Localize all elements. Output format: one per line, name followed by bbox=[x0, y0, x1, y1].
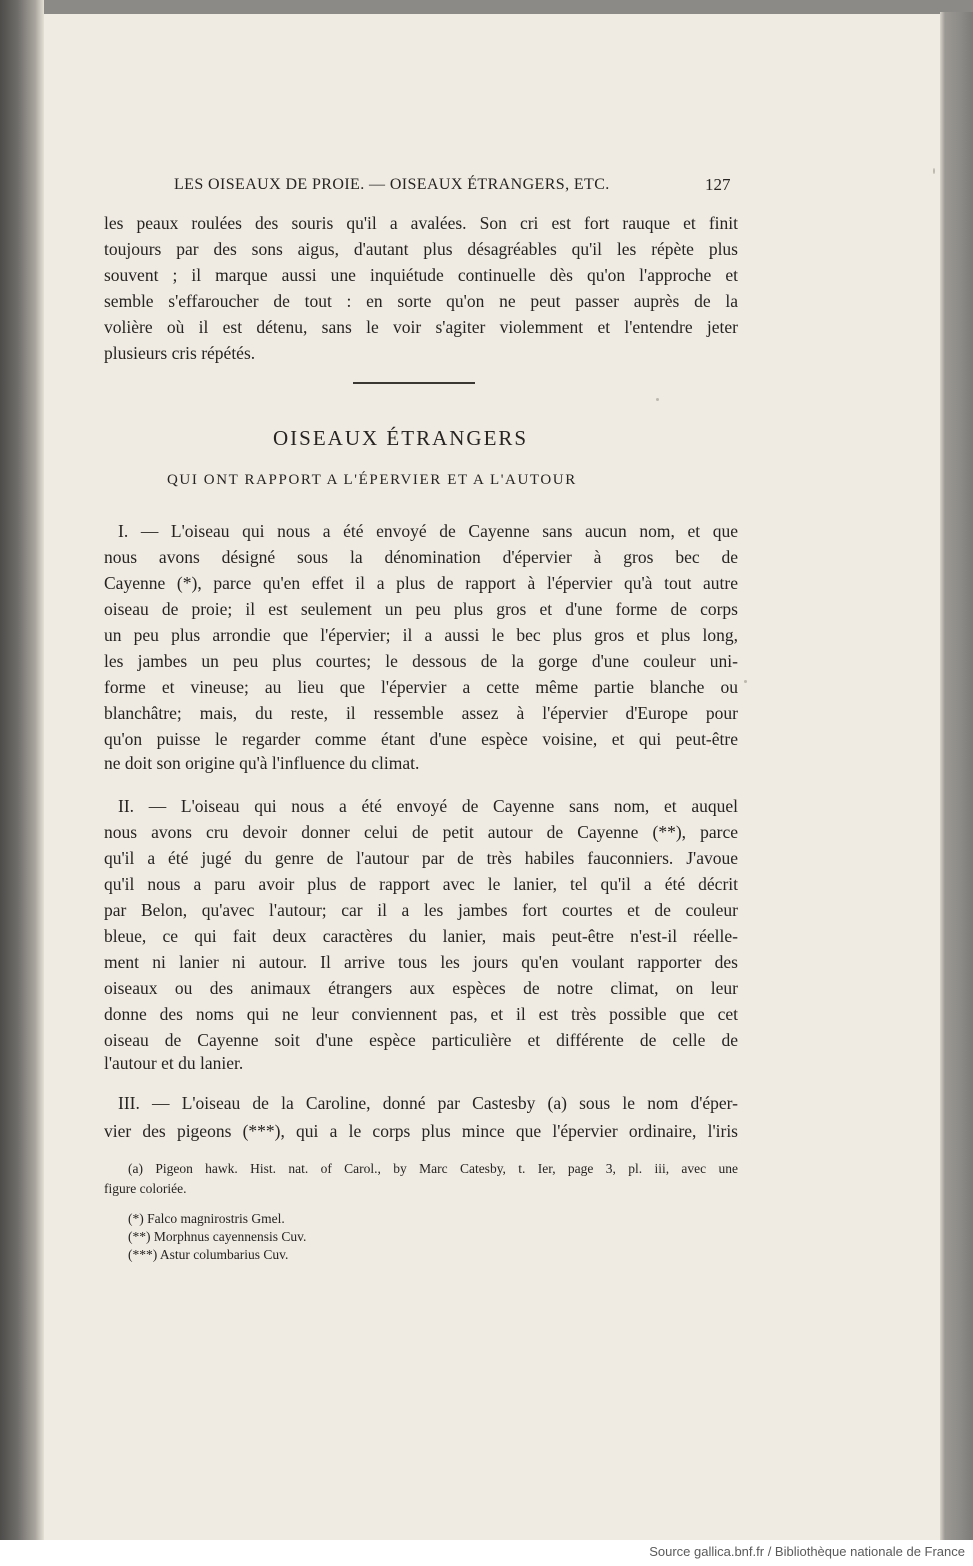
text-line: blanchâtre; mais, du reste, il ressemble assez à l'épervier d'Europe pour bbox=[104, 703, 738, 723]
text-line: I. — L'oiseau qui nous a été envoyé de Cayenne sans aucun nom, et que bbox=[118, 521, 738, 541]
text-line: II. — L'oiseau qui nous a été envoyé de Cayenne sans nom, et auquel bbox=[118, 796, 738, 816]
footnote-line: figure coloriée. bbox=[104, 1181, 187, 1196]
paper-speck bbox=[744, 680, 747, 683]
text-line: nous avons cru devoir donner celui de petit autour de Cayenne (**), parce bbox=[104, 822, 738, 842]
source-bar bbox=[0, 1540, 973, 1566]
text-line: donne des noms qui ne leur conviennent pas, et il est très possible que cet bbox=[104, 1004, 738, 1024]
text-line: les jambes un peu plus courtes; le dessous de la gorge d'une couleur uni- bbox=[104, 651, 738, 671]
text-line: les peaux roulées des souris qu'il a avalées. Son cri est fort rauque et finit bbox=[104, 213, 738, 233]
footnote-line: (*) Falco magnirostris Gmel. bbox=[128, 1211, 285, 1226]
text-line: semble s'effaroucher de tout : en sorte qu'on ne peut passer auprès de la bbox=[104, 291, 738, 311]
page-number: 127 bbox=[705, 175, 731, 194]
section-title: OISEAUX ÉTRANGERS bbox=[273, 426, 529, 450]
paper-speck bbox=[933, 168, 935, 174]
text-line: l'autour et du lanier. bbox=[104, 1053, 244, 1073]
text-line: qu'on puisse le regarder comme étant d'une espèce voisine, et qui peut-être bbox=[104, 729, 738, 749]
text-line: forme et vineuse; au lieu que l'épervier a cette même partie blanche ou bbox=[104, 677, 738, 697]
text-line: bleue, ce qui fait deux caractères du lanier, mais peut-être n'est-il réelle- bbox=[104, 926, 738, 946]
text-line: oiseau de proie; il est seulement un peu plus gros et d'une forme de corps bbox=[104, 599, 738, 619]
footnote-line: (a) Pigeon hawk. Hist. nat. of Carol., by Marc Catesby, t. Ier, page 3, pl. iii, avec une bbox=[128, 1161, 738, 1176]
footnote-line: (***) Astur columbarius Cuv. bbox=[128, 1247, 289, 1262]
top-page-edge bbox=[0, 0, 973, 14]
text-line: souvent ; il marque aussi une inquiétude continuelle dès qu'on l'approche et bbox=[104, 265, 738, 285]
text-line: nous avons désigné sous la dénomination d'épervier à gros bec de bbox=[104, 547, 738, 567]
text-line: ne doit son origine qu'à l'influence du climat. bbox=[104, 753, 420, 773]
page-stack-edge bbox=[940, 12, 973, 1540]
text-line: par Belon, qu'avec l'autour; car il a les jambes fort courtes et de couleur bbox=[104, 900, 738, 920]
section-subtitle: QUI ONT RAPPORT A L'ÉPERVIER ET A L'AUTOUR bbox=[167, 472, 577, 488]
text-line: toujours par des sons aigus, d'autant plus désagréables qu'il les répète plus bbox=[104, 239, 738, 259]
text-line: ment ni lanier ni autour. Il arrive tous les jours qu'en voulant rapporter des bbox=[104, 952, 738, 972]
source-credit: Source gallica.bnf.fr / Bibliothèque nationale de France bbox=[649, 1544, 965, 1559]
text-line: oiseau de Cayenne soit d'une espèce particulière et différente de celle de bbox=[104, 1030, 738, 1050]
text-line: qu'il nous a paru avoir plus de rapport avec le lanier, tel qu'il a été décrit bbox=[104, 874, 738, 894]
section-divider bbox=[353, 382, 475, 384]
paper-speck bbox=[656, 398, 659, 401]
text-line: plusieurs cris répétés. bbox=[104, 343, 256, 363]
text-line: un peu plus arrondie que l'épervier; il a aussi le bec plus gros et plus long, bbox=[104, 625, 738, 645]
text-line: Cayenne (*), parce qu'en effet il a plus de rapport à l'épervier qu'à tout autre bbox=[104, 573, 738, 593]
running-head: LES OISEAUX DE PROIE. — OISEAUX ÉTRANGERS, ETC. bbox=[174, 176, 610, 193]
text-line: qu'il a été jugé du genre de l'autour par de très habiles fauconniers. J'avoue bbox=[104, 848, 738, 868]
text-line: III. — L'oiseau de la Caroline, donné par Castesby (a) sous le nom d'éper- bbox=[118, 1093, 738, 1113]
book-gutter-shadow bbox=[0, 0, 44, 1540]
footnote-line: (**) Morphnus cayennensis Cuv. bbox=[128, 1229, 307, 1244]
text-line: oiseaux ou des animaux étrangers aux espèces de notre climat, on leur bbox=[104, 978, 738, 998]
text-line: vier des pigeons (***), qui a le corps plus mince que l'épervier ordinaire, l'iris bbox=[104, 1121, 738, 1141]
text-line: volière où il est détenu, sans le voir s'agiter violemment et l'entendre jeter bbox=[104, 317, 738, 337]
